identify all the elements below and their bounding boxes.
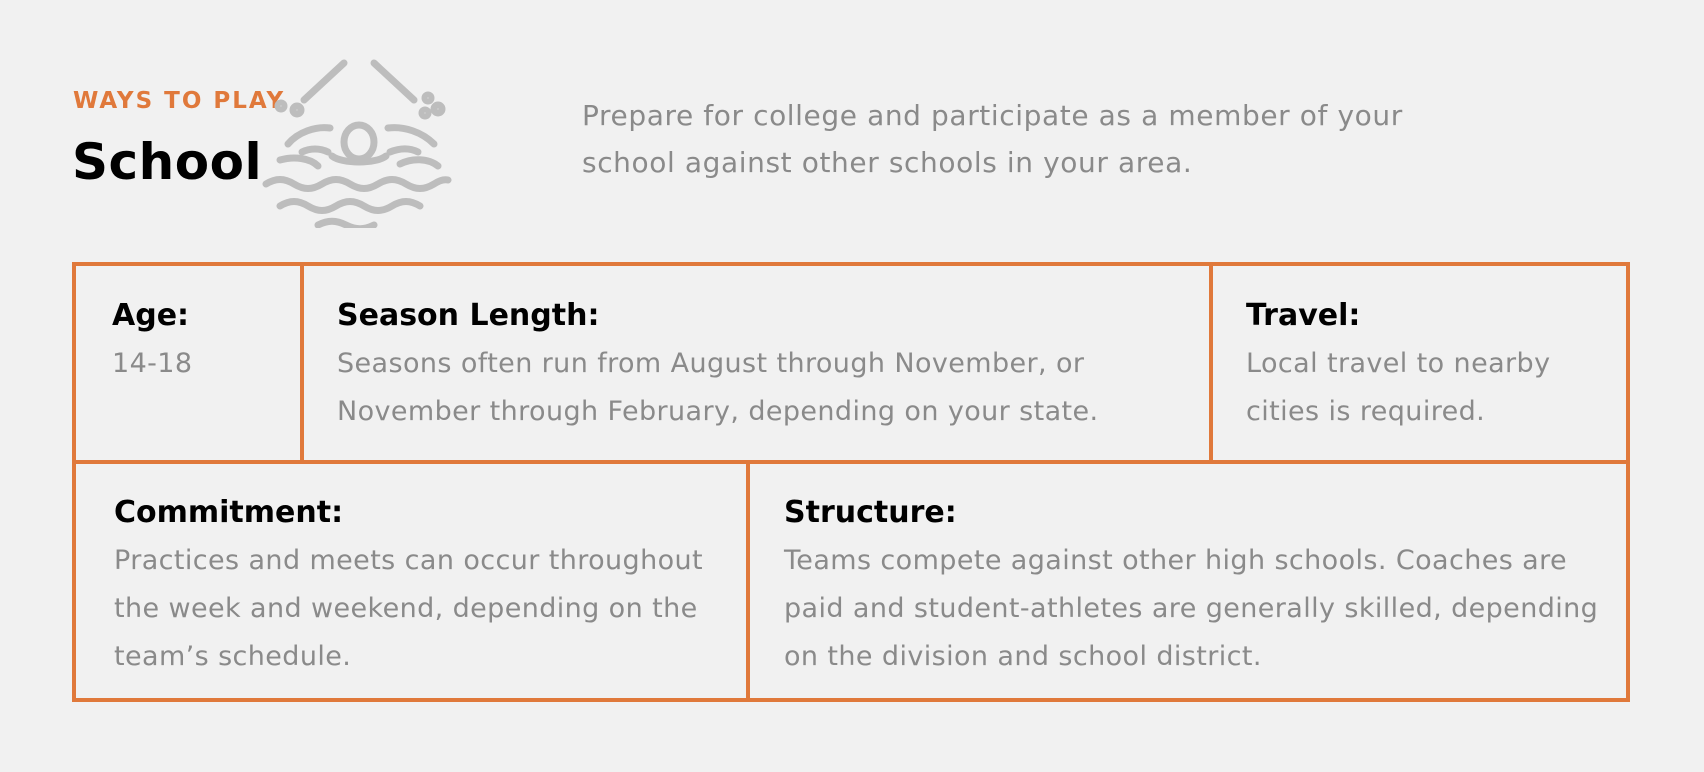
- column-divider-2: [1209, 266, 1213, 460]
- season-length-label: Season Length:: [337, 298, 600, 333]
- commitment-value: Practices and meets can occur throughout the week and weekend, depending on the team’s schedule.: [114, 545, 704, 672]
- commitment-label: Commitment:: [114, 495, 344, 530]
- travel-value: Local travel to nearby cities is required.: [1246, 348, 1551, 427]
- commitment-cell: [114, 493, 734, 681]
- age-label: Age:: [112, 298, 190, 333]
- structure-label: Structure:: [784, 495, 957, 530]
- intro-text: Prepare for college and participate as a member of your school against other schools in your area.: [582, 99, 1403, 179]
- column-divider-1: [300, 266, 304, 460]
- season-length-value: Seasons often run from August through November, or November through February, depending on your state.: [337, 348, 1099, 427]
- details-grid: [72, 262, 1630, 702]
- season-length-cell: [337, 296, 1207, 436]
- row-divider: [76, 460, 1626, 464]
- structure-value: Teams compete against other high schools. Coaches are paid and student-athletes are generally skilled, depending on the division and school district.: [784, 545, 1599, 672]
- column-divider-3: [746, 464, 750, 698]
- age-cell: [112, 296, 292, 388]
- swimmer-icon: [258, 56, 464, 228]
- page-title: School: [72, 133, 263, 191]
- page-header: [0, 0, 1704, 262]
- eyebrow-label: WAYS TO PLAY: [73, 88, 286, 114]
- travel-label: Travel:: [1246, 298, 1361, 333]
- travel-cell: [1246, 296, 1616, 436]
- structure-cell: [784, 493, 1619, 681]
- age-value: 14-18: [112, 348, 193, 379]
